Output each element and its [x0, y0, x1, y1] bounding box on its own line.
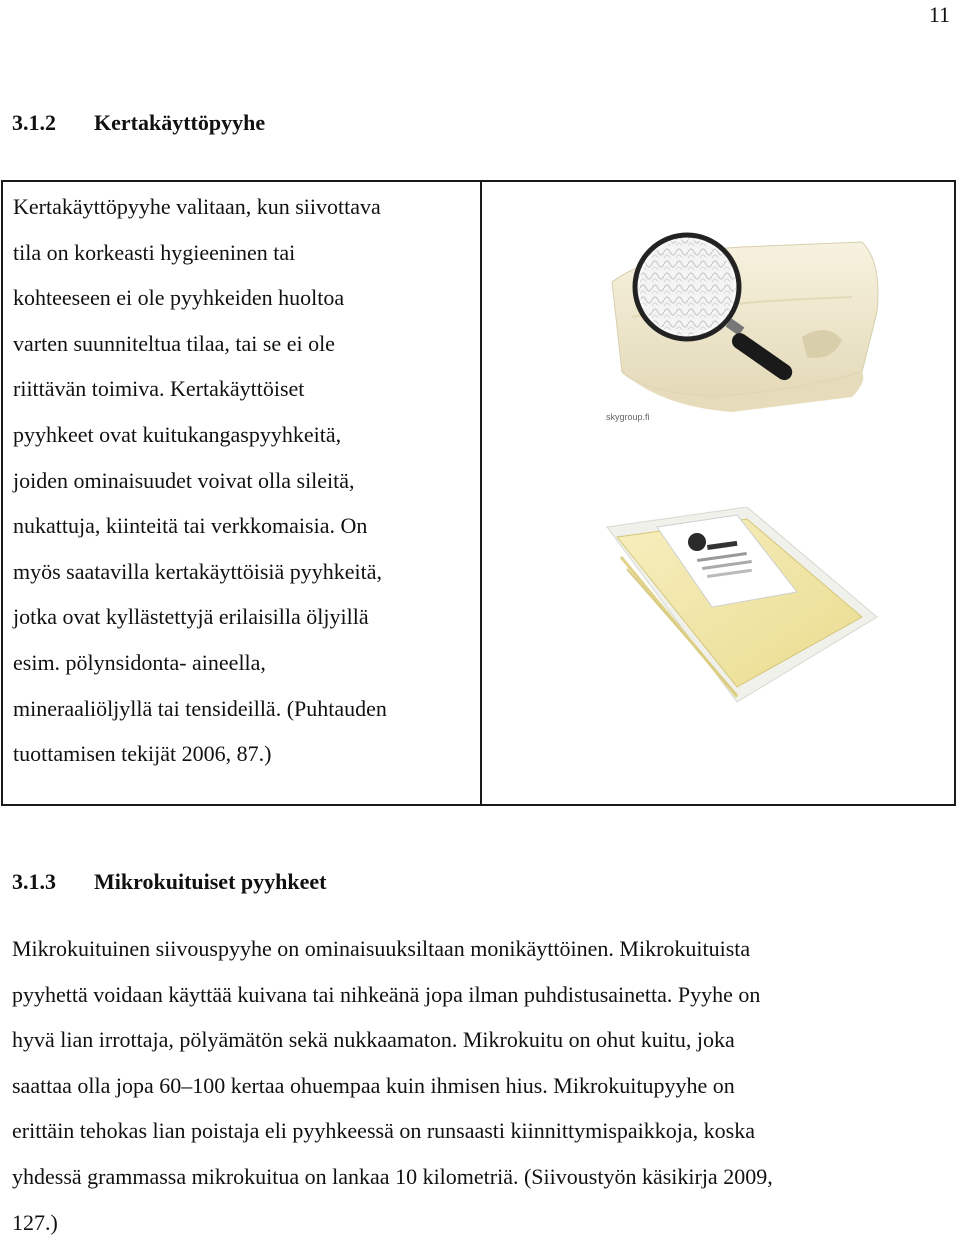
- section-title: Kertakäyttöpyyhe: [94, 110, 266, 135]
- section-paragraph: Mikrokuituinen siivouspyyhe on ominaisuuksiltaan monikäyttöinen. Mikrokuituista pyyhettä voidaan käyttää kuivana tai nihkeänä jopa ilman puhdistusainetta. Pyyhe on hyvä lian irrottaja, pölyämätön sekä nukkaamaton. Mikrokuitu on ohut kuitu, joka saattaa olla jopa 60–100 kertaa ohuempaa kuin ihmisen hius. Mikrokuitupyyhe on erittäin tehokas lian poistaja eli pyyhkeessä on runsaasti kiinnittymispaikkoja, koska yhdessä grammassa mikrokuitua on lankaa 10 kilometriä. (Siivoustyön käsikirja 2009, 127.): [12, 936, 773, 1235]
- table-image-cell: [482, 182, 954, 804]
- page-number: 11: [928, 2, 950, 27]
- section-heading-3-1-3: [12, 869, 326, 895]
- content-table: [1, 180, 956, 806]
- wipes-package-image: [597, 507, 887, 707]
- section-title: Mikrokuituiset pyyhkeet: [94, 869, 327, 894]
- section-heading-3-1-2: [12, 110, 265, 136]
- section-number: 3.1.2: [12, 110, 56, 135]
- table-text-cell: Kertakäyttöpyyhe valitaan, kun siivottava tila on korkeasti hygieeninen tai kohteeseen ei ole pyyhkeiden huoltoa varten suunniteltua tilaa, tai se ei ole riittävän toimiva. Kertakäyttöiset pyyhkeet ovat kuitukangaspyyhkeitä, joiden ominaisuudet voivat olla sileitä, nukattuja, kiinteitä tai verkkomaisia. On myös saatavilla kertakäyttöisiä pyyhkeitä, jotka ovat kyllästettyjä erilaisilla öljyillä esim. pölynsidonta- aineella, mineraaliöljyllä tai tensideillä. (Puhtauden tuottamisen tekijät 2006, 87.): [3, 182, 482, 804]
- image-source-caption: skygroup.fi: [606, 412, 650, 422]
- section-number: 3.1.3: [12, 869, 56, 894]
